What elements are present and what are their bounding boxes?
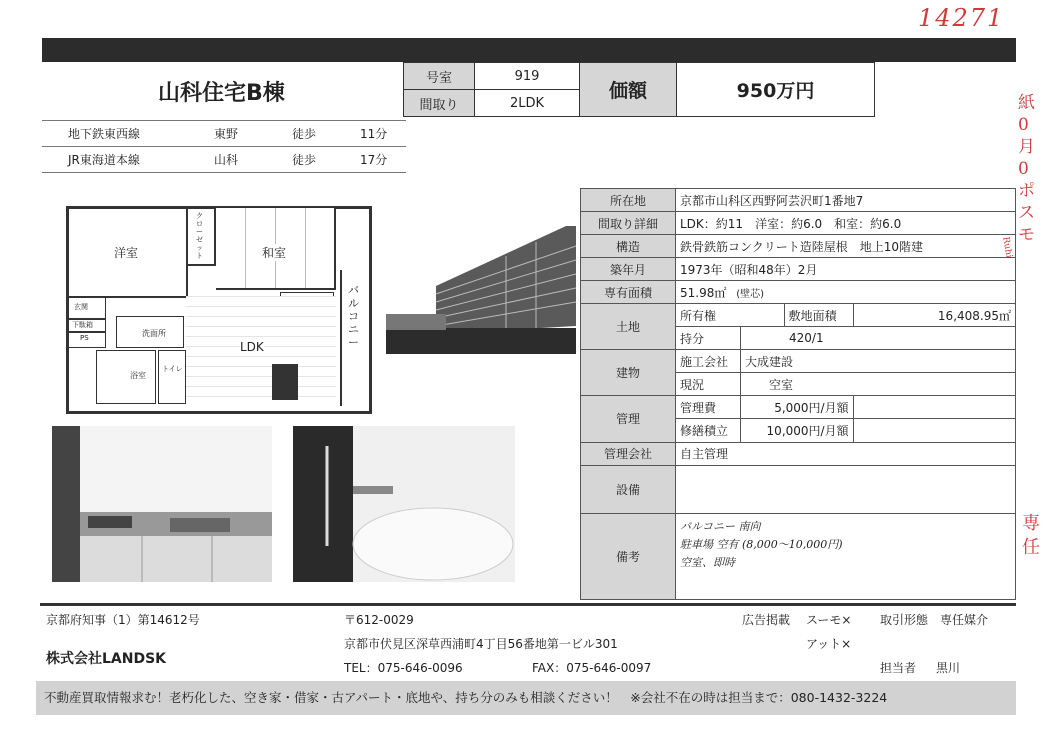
toilet bbox=[158, 350, 186, 404]
access-mode: 徒歩 bbox=[292, 127, 317, 141]
floor-plan bbox=[40, 200, 380, 412]
access-mode: 徒歩 bbox=[292, 153, 317, 167]
location-value: 京都市山科区西野阿芸沢町1番地7 bbox=[676, 189, 1016, 212]
access-line: 地下鉄東西線 bbox=[68, 127, 141, 141]
room-value: 919 bbox=[475, 63, 580, 90]
location-label: 所在地 bbox=[581, 189, 676, 212]
building-illustration bbox=[386, 216, 576, 354]
area-cell bbox=[676, 281, 1016, 304]
land-area-label: 敷地面積 bbox=[784, 304, 853, 327]
deal-value: 専任媒介 bbox=[940, 613, 989, 627]
ad-suumo: スーモ× bbox=[806, 613, 852, 627]
handwritten-number: 14271 bbox=[918, 4, 1005, 32]
postal-code: 〒612-0029 bbox=[344, 613, 414, 627]
share-label: 持分 bbox=[676, 327, 741, 350]
remark-line: バルコニー 南向 bbox=[680, 519, 761, 533]
access-line: JR東海道本線 bbox=[68, 153, 140, 167]
layout-detail-value: LDK：約11 洋室：約6.0 和室：約6.0 bbox=[676, 212, 1016, 235]
deal-label: 取引形態 bbox=[880, 613, 929, 627]
label-balcony: バルコニー bbox=[348, 284, 359, 349]
built-label: 築年月 bbox=[581, 258, 676, 281]
access-station: 山科 bbox=[214, 153, 239, 167]
mgmt-fee-value: 5,000円/月額 bbox=[741, 396, 854, 419]
repair-value: 10,000円/月額 bbox=[741, 419, 854, 442]
company-fax: FAX：075-646-0097 bbox=[532, 661, 652, 675]
repair-blank bbox=[853, 419, 1015, 442]
remarks-value bbox=[676, 513, 1016, 599]
room-label: 号室 bbox=[404, 63, 475, 90]
facilities-value bbox=[676, 465, 1016, 513]
status-label: 現況 bbox=[676, 373, 741, 396]
builder-value: 大成建設 bbox=[741, 350, 1016, 373]
share-value: 420/1 bbox=[741, 327, 1016, 350]
remarks-label: 備考 bbox=[581, 513, 676, 599]
land-rights: 所有権 bbox=[676, 304, 785, 327]
header-table bbox=[403, 62, 875, 117]
bathroom bbox=[96, 350, 156, 404]
kitchen-photo bbox=[52, 426, 272, 582]
staff-value: 黒川 bbox=[936, 661, 961, 675]
remark-line: 駐車場 空有 (8,000〜10,000円) bbox=[680, 537, 843, 551]
repair-label: 修繕積立 bbox=[676, 419, 741, 442]
area-label: 専有面積 bbox=[581, 281, 676, 304]
structure-value: 鉄骨鉄筋コンクリート造陸屋根 地上10階建 bbox=[676, 235, 1016, 258]
handwritten-exclusive-note: 専任 bbox=[1022, 513, 1040, 558]
details-table bbox=[580, 188, 1016, 600]
area-value: 51.98㎡ bbox=[680, 285, 727, 300]
building-photo bbox=[386, 216, 576, 354]
layout-label: 間取り bbox=[404, 90, 475, 117]
staff-label: 担当者 bbox=[880, 661, 917, 675]
mgmt-company-value: 自主管理 bbox=[676, 442, 1016, 465]
header-bar bbox=[42, 38, 1016, 62]
building-label: 建物 bbox=[581, 350, 676, 396]
handwritten-side-note: 紙0月0ポスモ bbox=[1018, 93, 1035, 245]
dining-table bbox=[272, 364, 298, 400]
company-tel: TEL：075-646-0096 bbox=[344, 661, 463, 675]
label-closet: クローゼット bbox=[196, 212, 203, 260]
layout-value: 2LDK bbox=[475, 90, 580, 117]
layout-detail-label: 間取り詳細 bbox=[581, 212, 676, 235]
builder-label: 施工会社 bbox=[676, 350, 741, 373]
property-title: 山科住宅B棟 bbox=[158, 81, 285, 106]
land-area-value: 16,408.95㎡ bbox=[853, 304, 1015, 327]
management-label: 管理 bbox=[581, 396, 676, 442]
ad-athome: アット× bbox=[806, 637, 852, 651]
structure-label: 構造 bbox=[581, 235, 676, 258]
mgmt-fee-label: 管理費 bbox=[676, 396, 741, 419]
label-ldk: LDK bbox=[240, 340, 264, 354]
handwritten-side-note-small: Ruhi bbox=[1000, 236, 1014, 259]
bathroom-photo bbox=[293, 426, 515, 582]
bathroom-illustration bbox=[293, 426, 515, 582]
ad-label: 広告掲載 bbox=[742, 613, 791, 627]
mgmt-company-label: 管理会社 bbox=[581, 442, 676, 465]
company-name: 株式会社LANDSK bbox=[46, 651, 167, 667]
license-number: 京都府知事（1）第14612号 bbox=[46, 613, 200, 627]
label-entrance: 玄関 bbox=[74, 303, 88, 311]
area-note: (壁芯) bbox=[736, 288, 764, 300]
price-label: 価額 bbox=[580, 63, 677, 117]
remark-line: 空室、即時 bbox=[680, 555, 735, 569]
facilities-label: 設備 bbox=[581, 465, 676, 513]
status-value: 空室 bbox=[741, 373, 1016, 396]
promo-banner: 不動産買取情報求む！老朽化した、空き家・借家・古アパート・底地や、持ち分のみも相談ください！ ※会社不在の時は担当まで：080-1432-3224 bbox=[36, 681, 1016, 715]
footer-divider bbox=[40, 603, 1016, 606]
label-japanese: 和室 bbox=[262, 246, 287, 260]
access-station: 東野 bbox=[214, 127, 239, 141]
mgmt-fee-blank bbox=[853, 396, 1015, 419]
kitchen-illustration bbox=[52, 426, 272, 582]
price-value: 950万円 bbox=[677, 63, 875, 117]
label-ps: PS bbox=[80, 334, 89, 342]
label-toilet: トイレ bbox=[162, 365, 183, 373]
company-address: 京都市伏見区深草西浦町4丁目56番地第一ビル301 bbox=[344, 637, 618, 651]
built-value: 1973年（昭和48年）2月 bbox=[676, 258, 1016, 281]
access-minutes: 17分 bbox=[360, 153, 388, 167]
label-washroom: 洗面所 bbox=[142, 329, 166, 338]
label-western: 洋室 bbox=[114, 246, 139, 260]
label-shoebox: 下駄箱 bbox=[72, 321, 93, 329]
land-label: 土地 bbox=[581, 304, 676, 350]
access-minutes: 11分 bbox=[360, 127, 388, 141]
label-bath: 浴室 bbox=[130, 371, 146, 380]
